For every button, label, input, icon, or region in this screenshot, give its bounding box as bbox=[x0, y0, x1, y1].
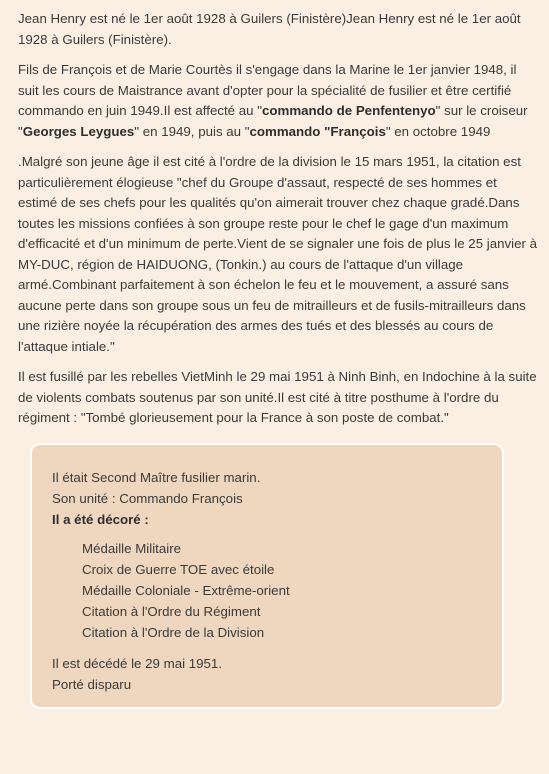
decoration-item: Citation à l'Ordre de la Division bbox=[82, 624, 265, 640]
career-text-4: " en octobre 1949 bbox=[385, 123, 491, 139]
unit-francois: commando "François bbox=[249, 123, 386, 139]
missing-line: Porté disparu bbox=[52, 676, 132, 692]
decorations-list bbox=[82, 538, 482, 643]
intro-paragraph: Jean Henry est né le 1er août 1928 à Guilers (Finistère)Jean Henry est né le 1er août 1928 à Guilers (Finistère). bbox=[18, 11, 521, 47]
death-paragraph: Il est fusillé par les rebelles VietMinh le 29 mai 1951 à Ninh Binh, en Indochine à la suite de violents combats soutenus par son unité.Il est cité à titre posthume à l'ordre du régiment : "Tombé glorieusement pour la France à son poste de combat." bbox=[18, 369, 537, 425]
rank-line: Il était Second Maître fusilier marin. bbox=[52, 469, 261, 485]
decoration-item: Croix de Guerre TOE avec étoile bbox=[82, 561, 275, 577]
decoration-item: Médaille Coloniale - Extrême-orient bbox=[82, 582, 290, 598]
unit-line: Son unité : Commando François bbox=[52, 490, 243, 506]
unit-penfentenyo: commando de Penfentenyo bbox=[261, 103, 436, 118]
decoration-item: Citation à l'Ordre du Régiment bbox=[82, 603, 261, 619]
citation-paragraph: .Malgré son jeune âge il est cité à l'ordre de la division le 15 mars 1951, la citation est particulièrement élogieuse "chef du Groupe d'assaut, respecté de ses hommes et estimé de ses chefs pour les qualités qu'on aimerait trouver chez chaque gradé.Dans toutes les missions confiées à son groupe reste pour le chef le gage d'un maximum d'efficacité et d'un minimum de perte.Vient de se signaler une fois de plus le 25 janvier à MY-DUC, région de HAIDUONG, (Tonkin.) au cours de l'attaque d'un village armé.Combinant parfaitement à son échelon le feu et le mouvement, a assuré sans aucune perte dans son groupe sous un feu de mitrailleurs et de fusils-mitrailleurs dans une rizière noyée la récupération des armes des tués et des blessés au cours de l'attaque intiale." bbox=[18, 154, 538, 354]
career-text-2: " sur le croiseur " bbox=[18, 103, 528, 139]
summary-card bbox=[30, 443, 504, 709]
decorated-heading: Il a été décoré : bbox=[52, 511, 149, 527]
ship-georges-leygues: Georges Leygues bbox=[22, 123, 135, 139]
career-paragraph bbox=[18, 60, 539, 142]
decoration-item: Médaille Militaire bbox=[82, 540, 182, 556]
career-text-3: " en 1949, puis au " bbox=[134, 123, 250, 139]
deceased-line: Il est décédé le 29 mai 1951. bbox=[52, 655, 223, 671]
career-text-1: Fils de François et de Marie Courtès il s'engage dans la Marine le 1er janvier 1948, il suit les cours de Maistrance avant d'opter pour la spécialité de fusilier et être certifié commando en juin 1949.Il est affecté au " bbox=[18, 62, 517, 118]
